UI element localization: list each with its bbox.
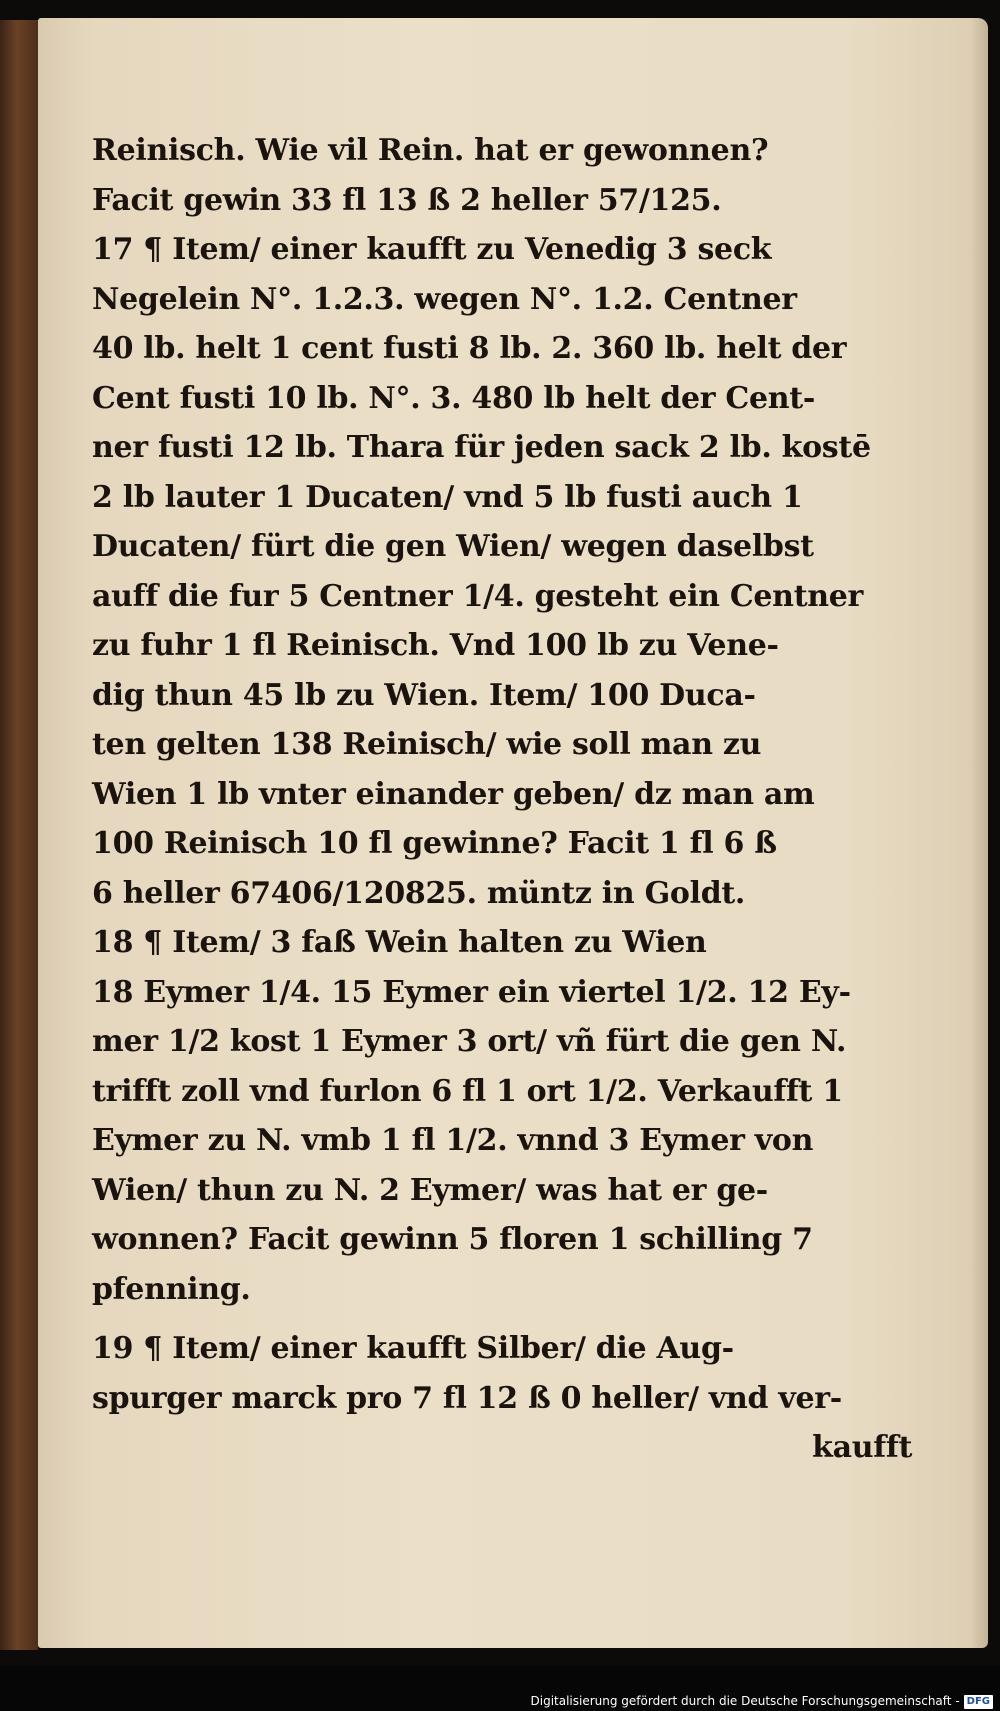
text-line: 2 lb lauter 1 Ducaten/ vnd 5 lb fusti auch 1 — [92, 479, 803, 515]
text-line: 100 Reinisch 10 fl gewinne? Facit 1 fl 6 ß — [92, 826, 777, 861]
text-line: 18 Eymer 1/4. 15 Eymer ein viertel 1/2. 12 Ey- — [92, 974, 851, 1010]
problem-17-start: 17 ¶ Item/ einer kaufft zu Venedig 3 seck — [92, 232, 772, 267]
text-line: pfenning. — [92, 1271, 251, 1307]
text-line: auff die fur 5 Centner 1/4. gesteht ein Centner — [92, 578, 864, 614]
text-line: trifft zoll vnd furlon 6 fl 1 ort 1/2. Verkaufft 1 — [92, 1073, 843, 1109]
text-line: zu fuhr 1 fl Reinisch. Vnd 100 lb zu Vene- — [92, 628, 779, 663]
paragraph-gap — [92, 1314, 912, 1324]
text-line: Eymer zu N. vmb 1 fl 1/2. vnnd 3 Eymer von — [92, 1123, 814, 1158]
text-line: Negelein N°. 1.2.3. wegen N°. 1.2. Centner — [92, 281, 797, 317]
page-edge-shadow — [970, 18, 988, 1648]
text-line: Cent fusti 10 lb. N°. 3. 480 lb helt der Cent- — [92, 380, 815, 416]
text-line: ner fusti 12 lb. Thara für jeden sack 2 lb. kostē — [92, 430, 871, 465]
text-line: Ducaten/ fürt die gen Wien/ wegen daselbst — [92, 529, 814, 564]
text-line: dig thun 45 lb zu Wien. Item/ 100 Duca- — [92, 677, 756, 713]
book-spine — [0, 20, 38, 1650]
digitization-footer — [0, 1692, 993, 1711]
text-line: mer 1/2 kost 1 Eymer 3 ort/ vñ fürt die gen N. — [92, 1024, 847, 1059]
text-line: wonnen? Facit gewinn 5 floren 1 schilling 7 — [92, 1222, 813, 1257]
text-line: Facit gewin 33 fl 13 ß 2 heller 57/125. — [92, 182, 722, 218]
text-line: spurger marck pro 7 fl 12 ß 0 heller/ vnd ver- — [92, 1380, 842, 1416]
text-line: 6 heller 67406/120825. müntz in Goldt. — [92, 875, 746, 911]
text-line: 40 lb. helt 1 cent fusti 8 lb. 2. 360 lb. helt der — [92, 331, 847, 366]
problem-19-start: 19 ¶ Item/ einer kaufft Silber/ die Aug- — [92, 1331, 734, 1366]
text-line: Wien/ thun zu N. 2 Eymer/ was hat er ge- — [92, 1172, 768, 1208]
problem-18-start: 18 ¶ Item/ 3 faß Wein halten zu Wien — [92, 925, 707, 960]
text-line: ten gelten 138 Reinisch/ wie soll man zu — [92, 727, 762, 762]
text-line: Wien 1 lb vnter einander geben/ dz man am — [92, 776, 815, 812]
page-text — [92, 126, 912, 1473]
footer-credit: Digitalisierung gefördert durch die Deutsche Forschungsgemeinschaft - — [530, 1694, 960, 1708]
dfg-logo: DFG — [964, 1695, 993, 1709]
catchword: kaufft — [812, 1430, 912, 1465]
text-line: Reinisch. Wie vil Rein. hat er gewonnen? — [92, 133, 769, 168]
